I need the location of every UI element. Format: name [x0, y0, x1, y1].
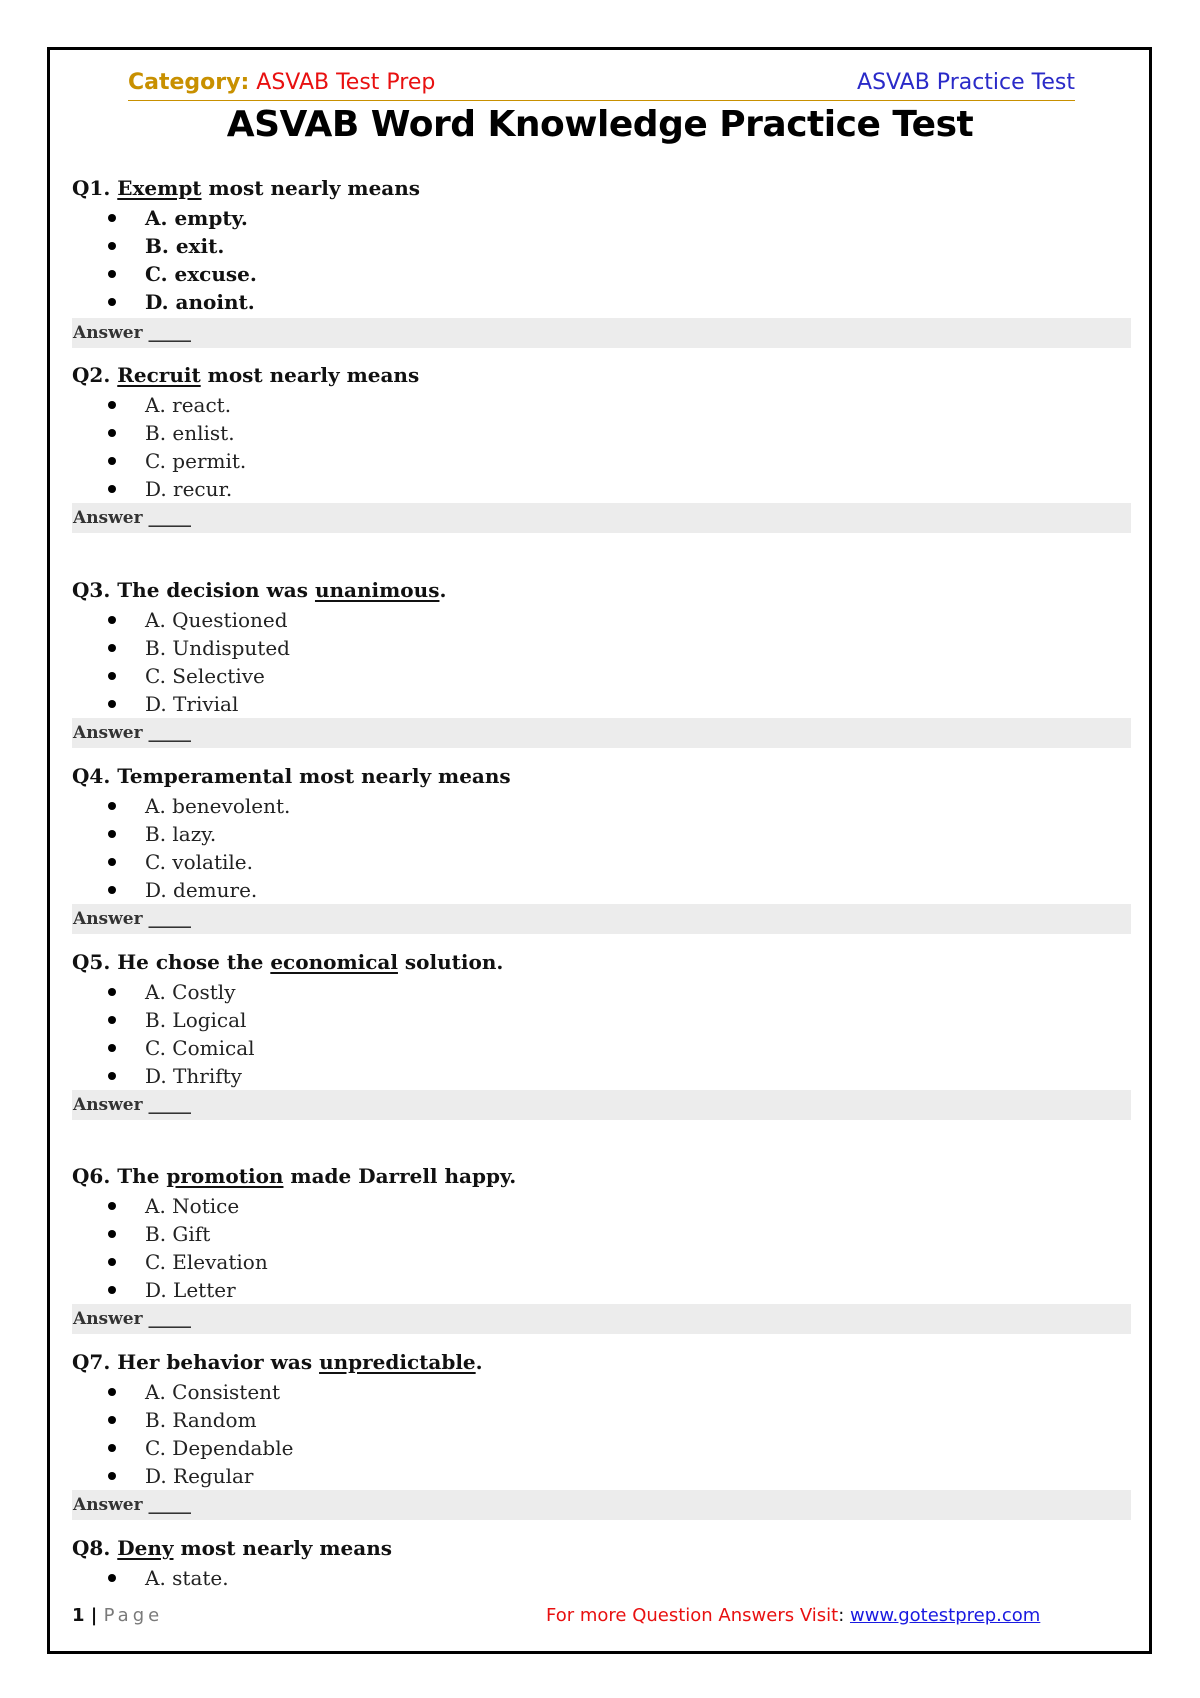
bullet-icon: [108, 214, 116, 222]
bullet-icon: [108, 1444, 116, 1452]
question-keyword: Exempt: [117, 176, 202, 200]
answer-blank[interactable]: Answer _____: [72, 1090, 1131, 1120]
question-7-options: [108, 1378, 293, 1490]
question-keyword: Recruit: [117, 363, 201, 387]
bullet-icon: [108, 242, 116, 250]
question-3-options: [108, 606, 290, 718]
question-1-options: [108, 204, 257, 316]
bullet-icon: [108, 298, 116, 306]
bullet-icon: [108, 886, 116, 894]
option-a: A. Consistent: [108, 1378, 293, 1406]
page-number-footer: 1 | Page: [72, 1605, 164, 1626]
bullet-icon: [108, 485, 116, 493]
question-6: Q6. The promotion made Darrell happy.: [72, 1164, 517, 1188]
question-6-options: [108, 1192, 268, 1304]
bullet-icon: [108, 1072, 116, 1080]
question-1: Q1. Exempt most nearly means: [72, 176, 421, 200]
option-a: A. state.: [108, 1564, 229, 1592]
header-right-title: ASVAB Practice Test: [857, 70, 1075, 95]
question-5: Q5. He chose the economical solution.: [72, 950, 504, 974]
question-keyword: unanimous: [314, 578, 440, 602]
answer-blank[interactable]: Answer _____: [72, 904, 1131, 934]
option-d: D. Letter: [108, 1276, 268, 1304]
bullet-icon: [108, 830, 116, 838]
bullet-icon: [108, 1574, 116, 1582]
option-c: C. volatile.: [108, 848, 290, 876]
bullet-icon: [108, 988, 116, 996]
question-5-options: [108, 978, 255, 1090]
option-c: C. Comical: [108, 1034, 255, 1062]
option-b: B. lazy.: [108, 820, 290, 848]
bullet-icon: [108, 802, 116, 810]
bullet-icon: [108, 1258, 116, 1266]
option-c: C. Dependable: [108, 1434, 293, 1462]
bullet-icon: [108, 401, 116, 409]
option-b: B. enlist.: [108, 419, 246, 447]
bullet-icon: [108, 429, 116, 437]
option-a: A. benevolent.: [108, 792, 290, 820]
question-4: Q4. Temperamental most nearly means: [72, 764, 511, 788]
bullet-icon: [108, 1044, 116, 1052]
bullet-icon: [108, 1016, 116, 1024]
question-keyword: promotion: [166, 1164, 284, 1188]
bullet-icon: [108, 1230, 116, 1238]
category-value: ASVAB Test Prep: [249, 70, 436, 95]
option-c: C. Selective: [108, 662, 290, 690]
question-keyword: economical: [270, 950, 398, 974]
bullet-icon: [108, 1416, 116, 1424]
answer-blank[interactable]: Answer _____: [72, 1490, 1131, 1520]
question-keyword: Deny: [117, 1536, 174, 1560]
bullet-icon: [108, 616, 116, 624]
option-d: D. Trivial: [108, 690, 290, 718]
question-keyword: unpredictable: [319, 1350, 476, 1374]
answer-blank[interactable]: Answer _____: [72, 503, 1131, 533]
answer-blank[interactable]: Answer _____: [72, 1304, 1131, 1334]
option-b: B. Gift: [108, 1220, 268, 1248]
category-colon: :: [240, 70, 250, 95]
bullet-icon: [108, 672, 116, 680]
option-a: A. Notice: [108, 1192, 268, 1220]
option-d: D. Regular: [108, 1462, 293, 1490]
option-d: D. demure.: [108, 876, 290, 904]
option-c: C. permit.: [108, 447, 246, 475]
option-c: C. Elevation: [108, 1248, 268, 1276]
question-4-options: [108, 792, 290, 904]
bullet-icon: [108, 700, 116, 708]
website-link[interactable]: www.gotestprep.com: [849, 1605, 1041, 1626]
bullet-icon: [108, 644, 116, 652]
document-title: ASVAB Word Knowledge Practice Test: [226, 104, 974, 145]
option-a: A. react.: [108, 391, 246, 419]
bullet-icon: [108, 1472, 116, 1480]
bullet-icon: [108, 1202, 116, 1210]
option-b: B. Undisputed: [108, 634, 290, 662]
option-b: B. Logical: [108, 1006, 255, 1034]
bullet-icon: [108, 1286, 116, 1294]
option-a: A. empty.: [108, 204, 257, 232]
footer-cta: For more Question Answers Visit: www.gotestprep.com: [546, 1605, 1041, 1626]
bullet-icon: [108, 1388, 116, 1396]
option-d: D. anoint.: [108, 288, 257, 316]
question-8: Q8. Deny most nearly means: [72, 1536, 393, 1560]
answer-blank[interactable]: Answer _____: [72, 318, 1131, 348]
bullet-icon: [108, 457, 116, 465]
option-d: D. recur.: [108, 475, 246, 503]
question-3: Q3. The decision was unanimous.: [72, 578, 447, 602]
category-label: Category: [128, 70, 241, 95]
option-c: C. excuse.: [108, 260, 257, 288]
option-a: A. Costly: [108, 978, 255, 1006]
answer-blank[interactable]: Answer _____: [72, 718, 1131, 748]
bullet-icon: [108, 858, 116, 866]
question-2: Q2. Recruit most nearly means: [72, 363, 420, 387]
option-b: B. exit.: [108, 232, 257, 260]
question-2-options: [108, 391, 246, 503]
page-header: [128, 70, 1075, 101]
option-d: D. Thrifty: [108, 1062, 255, 1090]
bullet-icon: [108, 270, 116, 278]
question-8-options: [108, 1564, 229, 1592]
page-label: Page: [103, 1605, 164, 1626]
page-number: 1: [72, 1605, 85, 1626]
option-a: A. Questioned: [108, 606, 290, 634]
question-7: Q7. Her behavior was unpredictable.: [72, 1350, 483, 1374]
option-b: B. Random: [108, 1406, 293, 1434]
